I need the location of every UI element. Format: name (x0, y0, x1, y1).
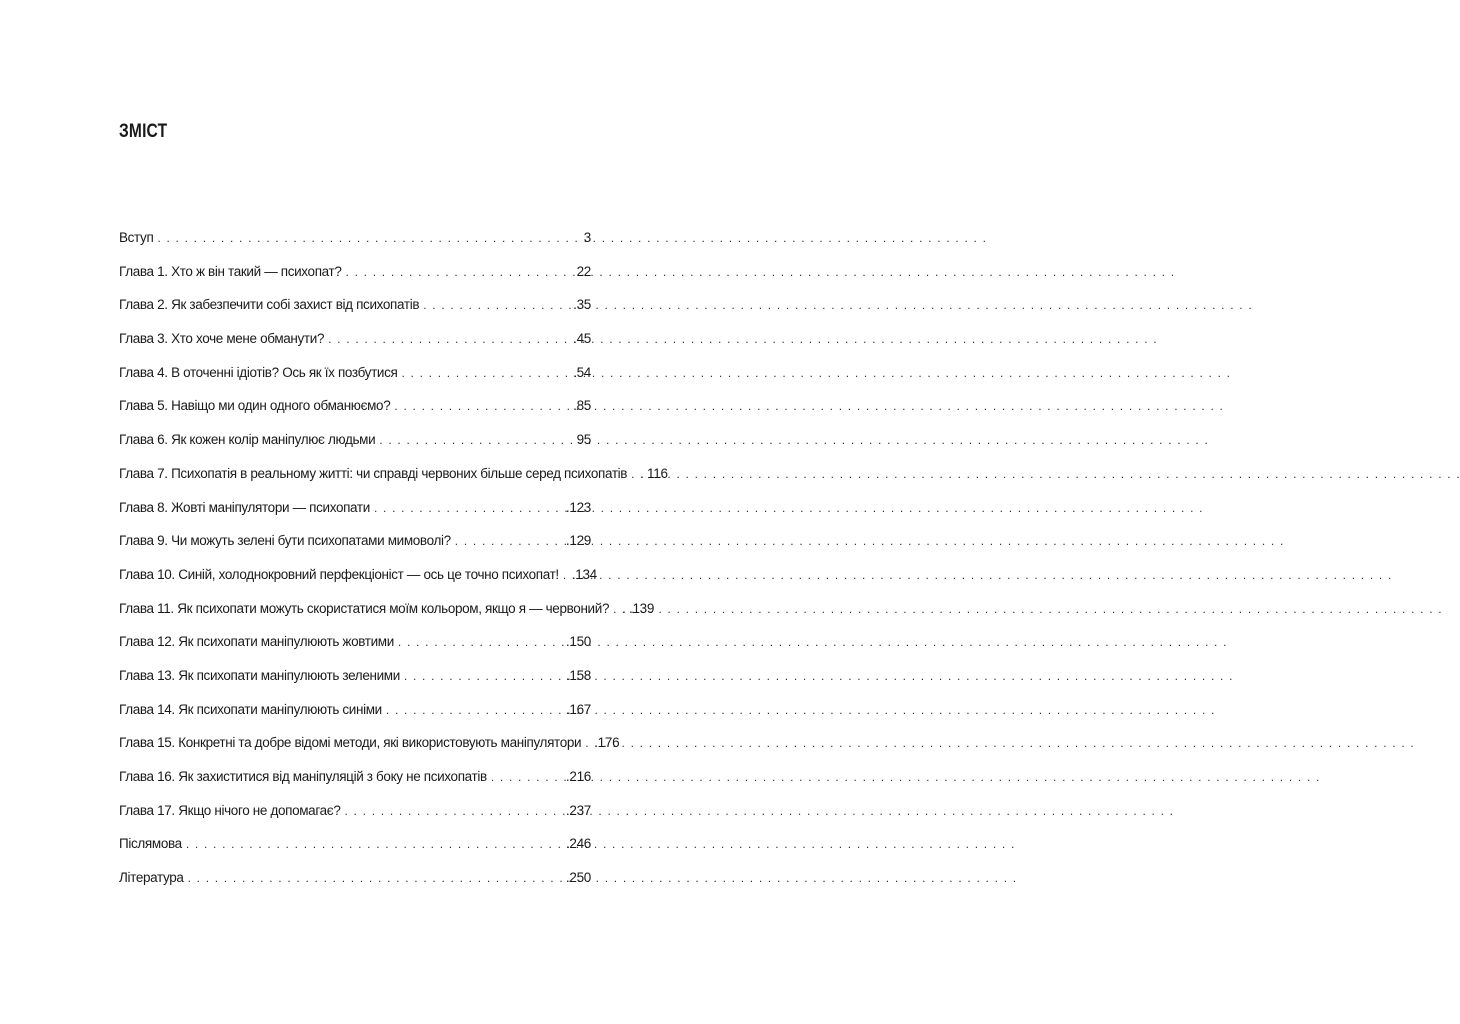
dot-leader (342, 262, 574, 282)
toc-entry-page: .250 (565, 870, 591, 886)
toc-entry-title: Глава 14. Як психопати маніпулюють синіми (119, 701, 382, 717)
toc-entry (119, 363, 591, 397)
toc-entry-title: Глава 16. Як захиститися від маніпуляцій з боку не психопатів (119, 769, 487, 784)
toc-entry (119, 565, 597, 599)
toc-entry-page: .123 (565, 499, 591, 515)
book-page (0, 0, 668, 1024)
toc-entry-page: 95 (576, 432, 591, 448)
toc-entry (119, 801, 591, 835)
toc-entry-page: .176 (594, 735, 620, 751)
toc-entry-page: .158 (565, 667, 591, 683)
dot-leader (451, 531, 563, 551)
toc-entry (119, 262, 591, 296)
toc-entry-page: . 116 (640, 465, 668, 481)
toc-entry (119, 632, 591, 666)
toc-entry-page: .237 (565, 802, 591, 818)
dot-leader (581, 733, 591, 753)
dot-leader (153, 228, 580, 248)
dot-leader (400, 666, 563, 686)
toc-entry-title: Вступ (119, 230, 154, 245)
toc-entry (119, 767, 591, 801)
dot-leader (184, 868, 563, 888)
dot-leader (397, 363, 570, 383)
toc-entry-title: Глава 10. Синій, холоднокровний перфекціоніст — ось це точно психопат! (119, 566, 559, 582)
dot-leader (382, 700, 563, 720)
toc-entry (119, 666, 591, 700)
toc-entry-title: Глава 6. Як кожен колір маніпулює людьми (119, 432, 376, 448)
toc-entry-title: Глава 2. Як забезпечити собі захист від психопатів (119, 297, 420, 313)
toc-entry (119, 329, 591, 363)
dot-leader (340, 801, 562, 821)
dot-leader (487, 767, 563, 787)
toc-entry-title: Глава 1. Хто ж він такий — психопат? (119, 263, 342, 279)
toc-entry (119, 228, 591, 262)
toc-entry-page: .85 (573, 398, 591, 414)
toc-entry (119, 430, 591, 464)
dot-leader (375, 430, 573, 450)
toc-entry (119, 834, 591, 868)
dot-leader (394, 632, 563, 652)
toc-entry-page: .134 (571, 566, 597, 582)
toc-entry-page: .45 (573, 331, 591, 347)
toc-entry-title: Глава 4. В оточенні ідіотів? Ось як їх позбутися (119, 364, 398, 380)
dot-leader (390, 396, 570, 416)
toc-entry-title: Глава 17. Якщо нічого не допомагає? (119, 802, 341, 818)
toc-entry-page: .129 (565, 533, 591, 549)
toc-entry-page: .216 (565, 769, 591, 784)
toc-entry-page: 22 (576, 263, 591, 279)
toc-entry (119, 464, 668, 498)
toc-entry-title: Післямова (119, 836, 182, 852)
toc-entry-title: Глава 7. Психопатія в реальному житті: чи справді червоних більше серед психопатів (119, 465, 628, 481)
toc-entry (119, 295, 591, 329)
toc-entry-title: Глава 9. Чи можуть зелені бути психопатами мимоволі? (119, 533, 451, 549)
toc-entry (119, 700, 591, 734)
toc-entry-title: Глава 5. Навіщо ми один одного обманюємо? (119, 398, 391, 414)
toc-entry (119, 733, 620, 767)
toc-entry-page: .246 (565, 836, 591, 852)
toc-entry-page: .167 (565, 701, 591, 717)
toc-entry (119, 498, 591, 532)
toc-entry-page: .150 (565, 634, 591, 650)
dot-leader (419, 295, 570, 315)
toc-entry-title: Глава 15. Конкретні та добре відомі методи, які використовують маніпулятори (119, 735, 582, 751)
dot-leader (324, 329, 570, 349)
dot-leader (609, 599, 619, 619)
dot-leader (559, 565, 569, 585)
toc-entry (119, 868, 591, 902)
toc-entry-title: Глава 11. Як психопати можуть скористатися моїм кольором, якщо я — червоний? (119, 600, 610, 616)
toc-entry-title: Глава 8. Жовті маніпулятори — психопати (119, 499, 370, 515)
table-of-contents (119, 228, 668, 902)
page-title: ЗМІСТ (119, 121, 168, 142)
toc-entry (119, 531, 591, 565)
dot-leader (182, 834, 563, 854)
toc-entry-title: Глава 3. Хто хоче мене обманути? (119, 331, 325, 347)
toc-entry-title: Глава 13. Як психопати маніпулюють зеленими (119, 667, 400, 683)
toc-entry-page: 3 (583, 230, 591, 245)
toc-entry-title: Література (119, 870, 184, 886)
toc-entry-page: .35 (573, 297, 591, 313)
toc-entry-page: . .139 (622, 600, 655, 616)
toc-entry-title: Глава 12. Як психопати маніпулюють жовтими (119, 634, 394, 650)
dot-leader (370, 498, 563, 518)
toc-entry (119, 396, 591, 430)
dot-leader (627, 464, 637, 484)
toc-entry (119, 599, 655, 633)
toc-entry-page: .54 (573, 364, 591, 380)
